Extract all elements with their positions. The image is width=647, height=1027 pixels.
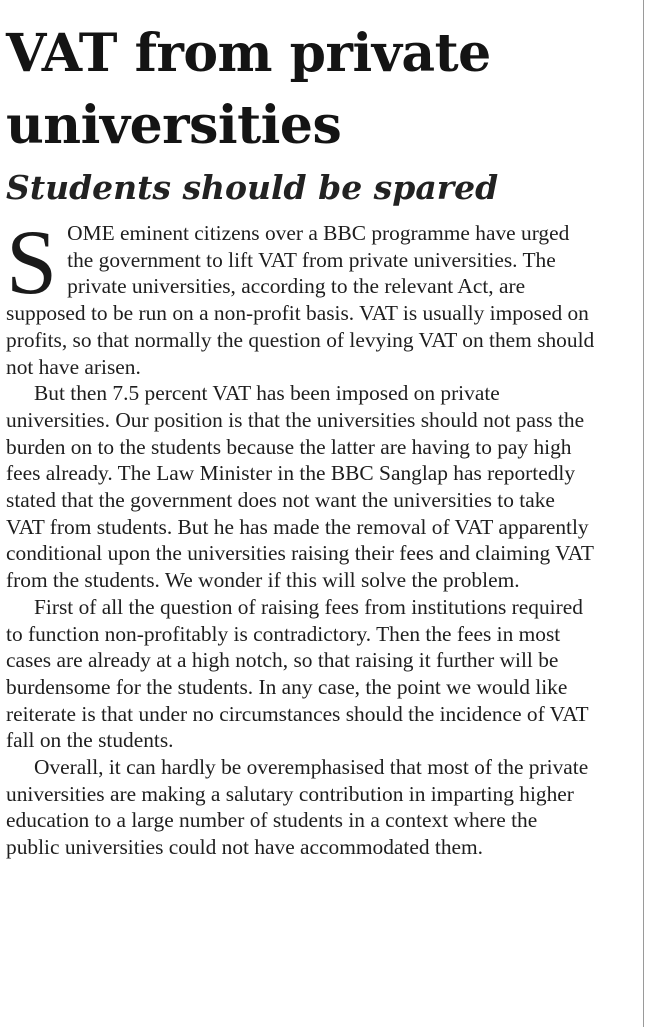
paragraph-1 xyxy=(6,211,596,380)
paragraph-3: First of all the question of raising fees from institutions required to function non-profitably is contradictory. Then the fees in most cases are already at a high notch, so that raising it further will be burdensome for the students. In any case, the point we would like reiterate is that under no circumstances should the incidence of VAT fall on the students. xyxy=(6,594,589,753)
paragraph-1-text: OME eminent citizens over a BBC programme have urged the government to lift VAT from private universities. The private universities, according to the relevant Act, are supposed to be run on a non-profit basis. VAT is usually imposed on profits, so that normally the question of levying VAT on them should not have arisen. xyxy=(6,221,595,379)
paragraph-2: But then 7.5 percent VAT has been imposed on private universities. Our position is that the universities should not pass the burden on to the students because the latter are having to pay high fees already. The Law Minister in the BBC Sanglap has reportedly stated that the government does not want the universities to take VAT from students. But he has made the removal of VAT apparently conditional upon the universities raising their fees and claiming VAT from the students. We wonder if this will solve the problem. xyxy=(6,381,594,593)
article-kicker: Students should be spared xyxy=(6,168,499,207)
column-rule xyxy=(643,0,644,1027)
cropped-header-strip xyxy=(0,0,250,6)
drop-cap: S xyxy=(6,211,58,313)
article-body xyxy=(6,211,596,861)
paragraph-4: Overall, it can hardly be overemphasised that most of the private universities are making a salutary contribution in imparting higher education to a large number of students in a context where the public universities could not have accommodated them. xyxy=(6,755,589,860)
article-headline: VAT from private universities xyxy=(6,23,491,156)
